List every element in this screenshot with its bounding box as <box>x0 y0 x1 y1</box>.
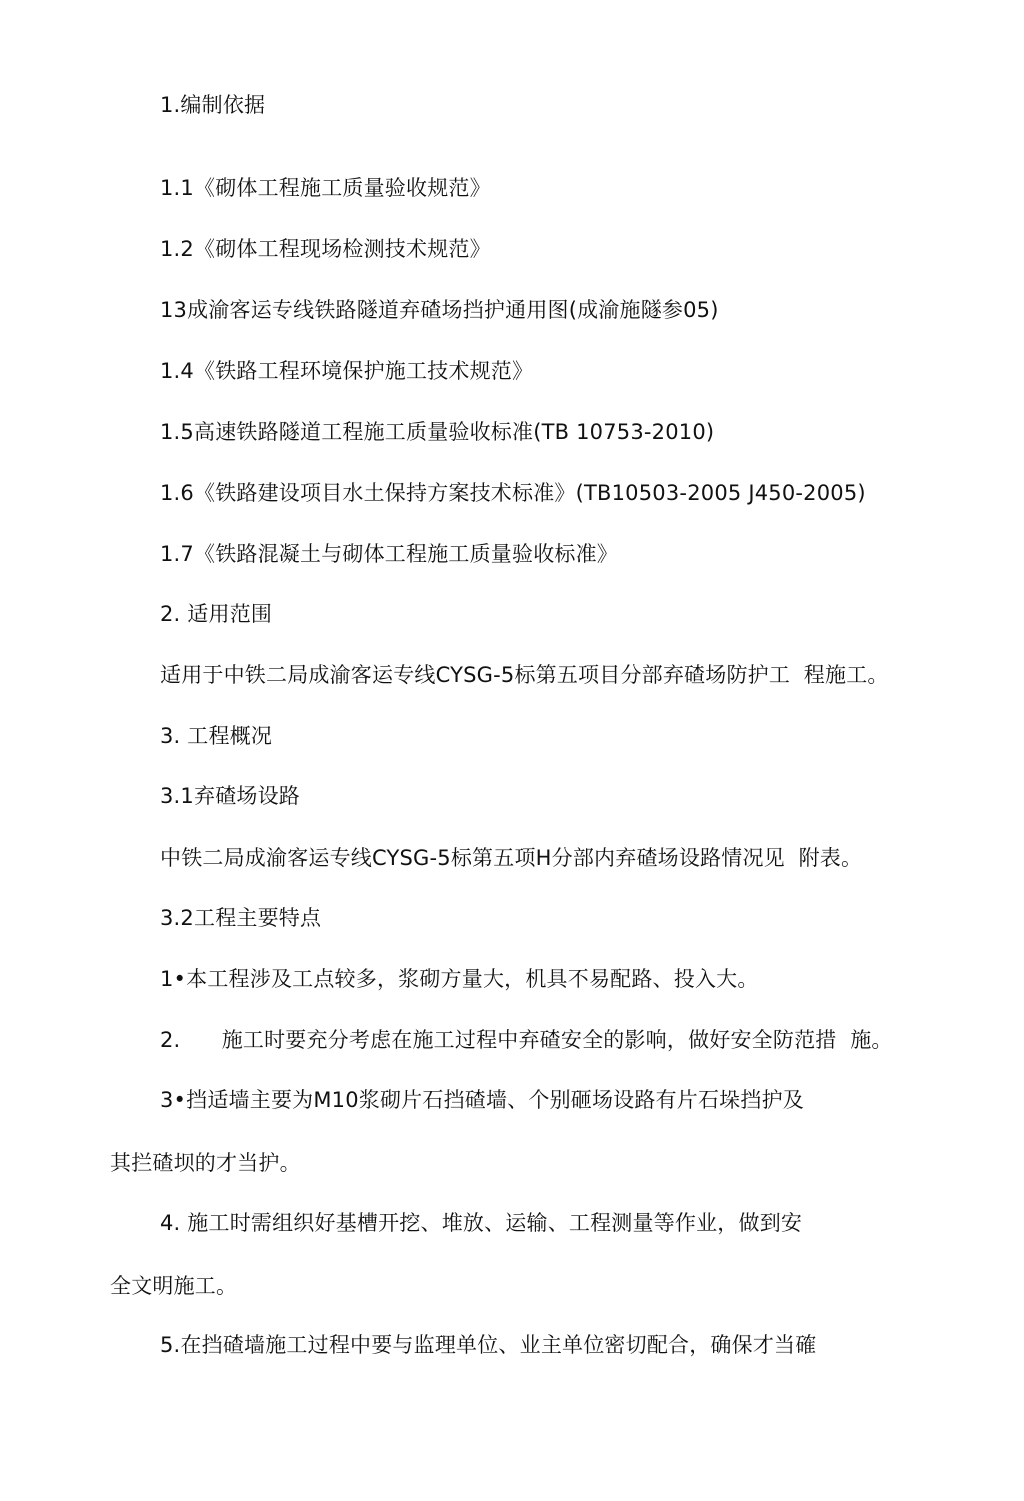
feature-item-4-line-2: 全文明施工。 <box>110 1274 238 1298</box>
reference-item-1-6: 1.6《铁路建设项目水土保持方案技术标准》(TB10503-2005 J450-2005) <box>160 481 866 505</box>
scope-paragraph: 适用于中铁二局成渝客运专线CYSG-5标第五项目分部弃碴场防护工 程施工。 <box>160 663 889 687</box>
subheading-main-features: 3.2工程主要特点 <box>160 906 322 930</box>
reference-item-1-2: 1.2《砌体工程现场检测技术规范》 <box>160 237 491 261</box>
heading-scope: 2. 适用范围 <box>160 602 273 626</box>
heading-compilation-basis: 1.编制依据 <box>160 93 266 117</box>
feature-item-3-line-2: 其拦碴坝的才当护。 <box>110 1151 301 1175</box>
reference-item-1-3: 13成渝客运专线铁路隧道弃碴场挡护通用图(成渝施隧参05) <box>160 298 719 322</box>
feature-item-3-line-1: 3•挡适墙主要为M10浆砌片石挡碴墙、个别砸场设路有片石垛挡护及 <box>160 1088 804 1112</box>
reference-item-1-1: 1.1《砌体工程施工质量验收规范》 <box>160 176 491 200</box>
feature-item-1: 1•本工程涉及工点较多，浆砌方量大，机具不易配路、投入大。 <box>160 967 759 991</box>
subheading-spoil-site-setup: 3.1弃碴场设路 <box>160 784 300 808</box>
feature-item-4-line-1: 4. 施工时需组织好基槽开挖、堆放、运输、工程测量等作业，做到安 <box>160 1211 803 1235</box>
reference-item-1-7: 1.7《铁路混凝土与砌体工程施工质量验收标准》 <box>160 542 618 566</box>
reference-item-1-4: 1.4《铁路工程环境保护施工技术规范》 <box>160 359 534 383</box>
feature-item-5-line-1: 5.在挡碴墙施工过程中要与监理单位、业主单位密切配合，确保才当確 <box>160 1333 817 1357</box>
spoil-site-paragraph: 中铁二局成渝客运专线CYSG-5标第五项H分部内弃碴场设路情况见 附表。 <box>160 846 863 870</box>
heading-project-overview: 3. 工程概况 <box>160 724 273 748</box>
reference-item-1-5: 1.5高速铁路隧道工程施工质量验收标准(TB 10753-2010) <box>160 420 715 444</box>
feature-item-2: 2. 施工时要充分考虑在施工过程中弃碴安全的影响，做好安全防范措 施。 <box>160 1028 893 1052</box>
